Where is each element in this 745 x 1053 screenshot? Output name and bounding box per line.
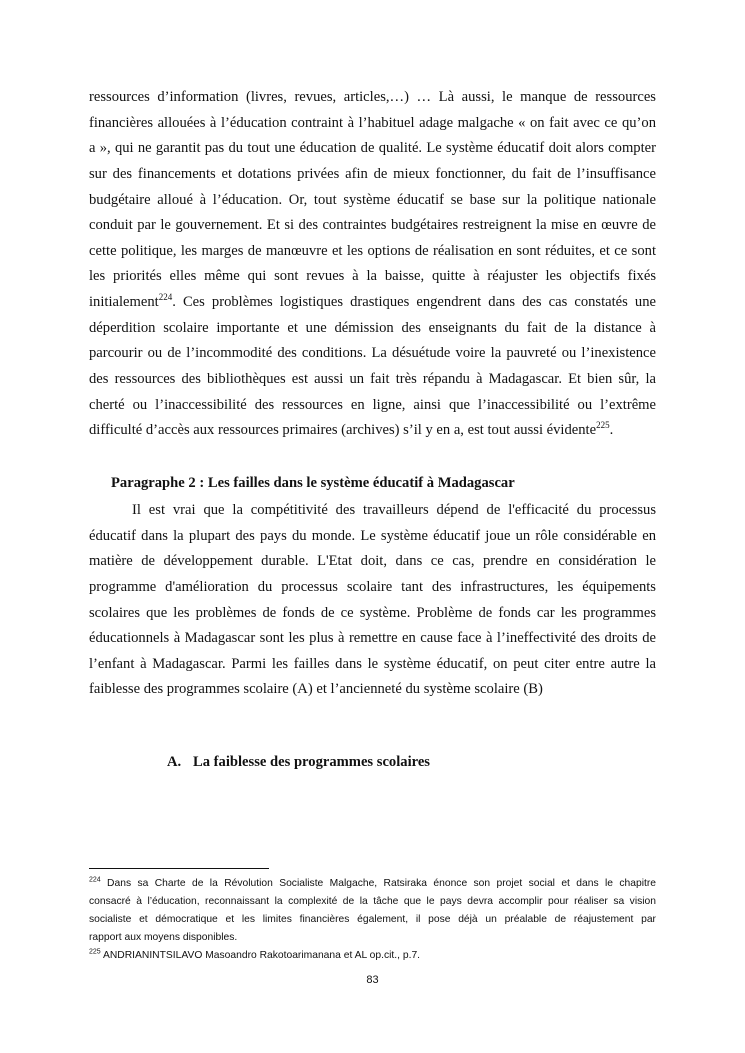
paragraph-2 [89, 498, 656, 703]
paragraph-line: ressources d’information (livres, revues, articles,…) … Là aussi, le manque de ressources [89, 89, 656, 105]
footnote-ref-224[interactable]: 224 [158, 292, 173, 303]
paragraph-line: cherté ou l’inaccessibilité des ressources en ligne, ainsi que l’inaccessibilité ou l’extrême [89, 396, 656, 413]
footnote-number-224: 224 [89, 876, 101, 884]
heading-title: La faiblesse des programmes scolaires [193, 754, 430, 770]
paragraph-1 [89, 85, 656, 444]
paragraph-line: cette politique, les marges de manœuvre et les options de réalisation en sont réduites, et ce sont [89, 242, 656, 259]
paragraph-line: programme d'amélioration du processus scolaire tant des infrastructures, les équipements [89, 578, 656, 595]
paragraph-line: a », qui ne garantit pas du tout une éducation de qualité. Le système éducatif doit alors compter [89, 140, 656, 157]
footnote-ref-225[interactable]: 225 [596, 420, 610, 431]
footnote-text: Dans sa Charte de la Révolution Socialiste Malgache, Ratsiraka énonce son projet social et dans le chapitre [100, 878, 656, 889]
paragraph-line: les priorités elles même qui sont revues à la baisse, quitte à réajuster les objectifs fixés [89, 268, 656, 285]
paragraph-line: sur des financements et dotations privées afin de mieux fonctionner, du fait de l’insuffisance [89, 165, 656, 182]
line-text: . [609, 422, 614, 439]
page-number: 83 [366, 974, 379, 986]
footnote-224-line: socialiste et démocratique et les limites financières également, il pose déjà un préalable de réajustement par [89, 914, 656, 925]
heading-marker: A. [167, 754, 182, 770]
line-text: initialement [89, 294, 159, 311]
footnote-separator [89, 868, 269, 869]
paragraph-line: des ressources des bibliothèques est aussi un fait très répandu à Madagascar. Et bien sûr, la [89, 371, 656, 388]
paragraph-line [89, 418, 656, 444]
paragraph-line: faiblesse des programmes scolaire (A) et l’ancienneté du système scolaire (B) [89, 681, 543, 698]
line-text: . Ces problèmes logistiques drastiques engendrent dans des cas constatés une [172, 294, 656, 311]
footnote-224-line: rapport aux moyens disponibles. [89, 932, 238, 943]
paragraph-line: parcourir ou de l’incommodité des conditions. La désuétude voire la pauvreté ou l’inexistence [89, 345, 656, 362]
paragraph-line: déperdition scolaire importante et une démission des enseignants du fait de la distance à [89, 319, 656, 336]
paragraph-line: éducatif dans la plupart des pays du monde. Le système éducatif joue un rôle considérable en [89, 527, 656, 544]
paragraph-line: scolaires que les problèmes de fonds de ce système. Problème de fonds car les programmes [89, 604, 656, 621]
paragraph-line: conduit par le gouvernement. Et si des contraintes budgétaires restreignent la mise en œuvre de [89, 217, 656, 234]
paragraph-line: financières allouées à l’éducation contraint à l’habituel adage malgache « on fait avec ce qu’on [89, 114, 656, 131]
paragraph-line: l’enfant à Madagascar. Parmi les failles dans le système éducatif, on peut citer entre autre la [89, 655, 656, 672]
paragraph-line: Il est vrai que la compétitivité des travailleurs dépend de l'efficacité du processus [132, 502, 656, 518]
paragraph-line: éducationnels à Madagascar sont les plus à remettre en cause face à l’ineffectivité des droits de [89, 630, 656, 647]
line-text: difficulté d’accès aux ressources primaires (archives) s’il y en a, est tout aussi évidente [89, 422, 597, 439]
footnote-224-line [89, 875, 656, 893]
footnote-224-line: consacré à l’éducation, reconnaissant la complexité de la tâche que le pays devra accomplir pour réaliser sa vision [89, 896, 656, 907]
footnote-225-line [89, 947, 656, 965]
footnote-number-225: 225 [89, 948, 101, 956]
paragraph-line: budgétaire alloué à l’éducation. Or, tout système éducatif se base sur la politique nationale [89, 191, 656, 208]
section-heading-paragraph-2: Paragraphe 2 : Les failles dans le système éducatif à Madagascar [111, 475, 515, 491]
paragraph-line [89, 290, 656, 316]
subsection-heading-a [167, 754, 430, 771]
footnotes [89, 875, 656, 965]
footnote-text: ANDRIANINTSILAVO Masoandro Rakotoarimanana et AL op.cit., p.7. [100, 950, 421, 961]
paragraph-line: matière de développement durable. L'Etat doit, dans ce cas, prendre en considération le [89, 553, 656, 570]
